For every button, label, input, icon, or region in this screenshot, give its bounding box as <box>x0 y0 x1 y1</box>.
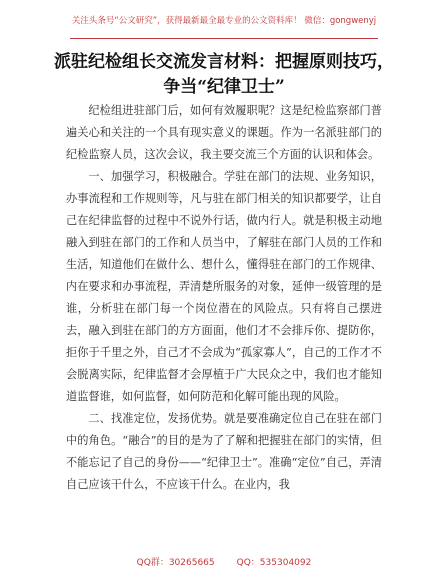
paragraph: 一、加强学习，积极融合。学驻在部门的法规、业务知识，办事流程和工作规则等，凡与驻在部门相关的知识都要学，让自己在纪律监督的过程中不说外行话，做内行人。就是积极主动地融入到驻在部门的工作和人员当中，了解驻在部门人员的工作和生活，知道他们在做什么、想什么，懂得驻在部门的工作规律、内在要求和办事流程，弄清楚所服务的对象，延伸一级管理的是谁，分析驻在部门每一个岗位潜在的风险点。只有将自己摆进去，融入到驻在部门的方方面面，他们才不会排斥你、提防你，拒你于千里之外，自己才不会成为“孤家寡人”，自己的工作才不会脱离实际，纪律监督才会厚植于广大民众之中，我们也才能知道监督谁，如何监督，如何防范和化解可能出现的风险。 <box>66 170 382 403</box>
title-line-1: 派驻纪检组长交流发言材料：把握原则技巧， <box>54 52 394 72</box>
header-divider <box>70 38 378 39</box>
footer-qq: QQ：535304092 <box>236 558 312 568</box>
footer-contact <box>0 555 448 568</box>
paragraph: 二、找准定位，发扬优势。就是要准确定位自己在驻在部门中的角色。“融合”的目的是为了了解和把握驻在部门的实情，但不能忘记了自己的身份——“纪律卫士”。准确“定位”自己，弄清自己应该干什么，不应该干什么。在业内，我 <box>66 412 382 491</box>
header-banner: 关注头条号“公文研究”，获得最新最全最专业的公文资料库！ 微信：gongwenyj <box>71 16 377 26</box>
document-title <box>40 50 408 100</box>
document-body <box>66 100 382 496</box>
paragraph: 纪检组进驻部门后，如何有效履职呢？这是纪检监察部门普遍关心和关注的一个具有现实意义的课题。作为一名派驻部门的纪检监察人员，这次会议，我主要交流三个方面的认识和体会。 <box>66 104 382 161</box>
footer-qq-group: QQ群：30265665 <box>136 558 215 568</box>
title-line-2: 争当“纪律卫士” <box>163 77 285 97</box>
